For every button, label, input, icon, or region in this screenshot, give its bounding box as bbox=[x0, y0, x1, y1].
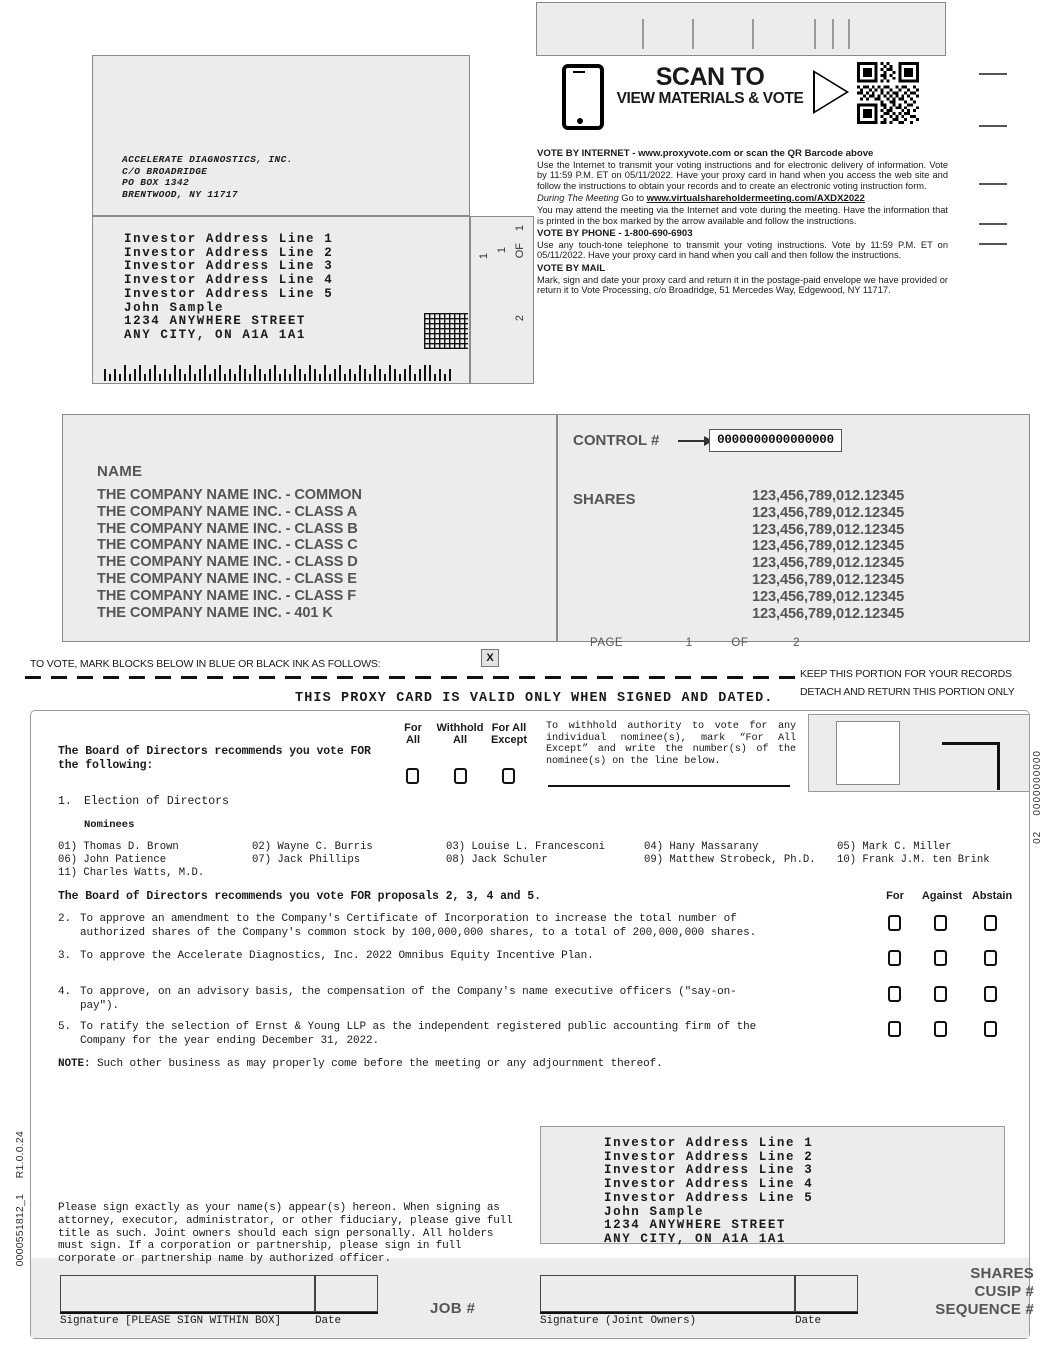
board-recommendation-2: The Board of Directors recommends you vote FOR proposals 2, 3, 4 and 5. bbox=[58, 890, 541, 903]
top-barcode-band bbox=[536, 2, 946, 56]
address-line: Investor Address Line 5 bbox=[604, 1190, 814, 1205]
of-mark-of: OF bbox=[514, 243, 526, 259]
nominee-item: 11) Charles Watts, M.D. bbox=[58, 867, 205, 880]
nominee-item: 02) Wayne C. Burris bbox=[252, 841, 373, 853]
company-name-row: THE COMPANY NAME INC. - CLASS A bbox=[97, 503, 358, 520]
page-of-word: OF bbox=[731, 637, 749, 649]
arrow-to-control-icon bbox=[678, 440, 712, 442]
checkbox-for-all-except[interactable] bbox=[502, 768, 515, 784]
vote-mail-body: Mark, sign and date your proxy card and return it in the postage-paid envelope we have provided or return it to Vote Processing, c/o Broadridge, 51 Mercedes Way, Edgewood, NY 11717. bbox=[537, 274, 948, 296]
address-line: 1234 ANYWHERE STREET bbox=[124, 314, 307, 329]
proxy-validity-statement: THIS PROXY CARD IS VALID ONLY WHEN SIGNED AND DATED. bbox=[295, 691, 774, 706]
intelligent-mail-barcode bbox=[104, 365, 454, 381]
corner-registration-mark bbox=[942, 742, 1000, 790]
address-line: Investor Address Line 2 bbox=[604, 1149, 814, 1164]
for-all-except-line1: For All bbox=[491, 722, 527, 734]
proposal-5 bbox=[58, 1021, 760, 1048]
page-number: 1 bbox=[685, 637, 693, 649]
nominees-label: Nominees bbox=[84, 819, 135, 831]
item-1-number: 1. bbox=[58, 795, 72, 808]
address-line: Investor Address Line 2 bbox=[124, 245, 334, 260]
vote-phone-heading: VOTE BY PHONE - 1-800-690-6903 bbox=[537, 228, 693, 240]
proposal-4 bbox=[58, 986, 760, 1013]
footer-sequence-label: SEQUENCE # bbox=[935, 1301, 1034, 1318]
item-1-title: Election of Directors bbox=[84, 795, 229, 808]
checkbox-proposal-4-abstain[interactable] bbox=[984, 986, 997, 1002]
keep-portion-note: KEEP THIS PORTION FOR YOUR RECORDS bbox=[800, 668, 1012, 680]
proposal-2-text: To approve an amendment to the Company's Certificate of Incorporation to increase the total number of authorized shares of the Company's common stock by 100,000,000 shares, to a total of 200,000,000 shares. bbox=[80, 913, 757, 939]
checkbox-proposal-4-for[interactable] bbox=[888, 986, 901, 1002]
checkbox-proposal-2-abstain[interactable] bbox=[984, 915, 997, 931]
shares-row: 123,456,789,012.12345 bbox=[752, 588, 905, 605]
of-mark-left: 1 bbox=[478, 253, 490, 260]
return-address-line: PO BOX 1342 bbox=[122, 177, 190, 188]
ballot-investor-address bbox=[604, 1137, 813, 1247]
ballot-right-code-top: 02 bbox=[1032, 830, 1043, 844]
proposal-3-text: To approve the Accelerate Diagnostics, Inc. 2022 Omnibus Equity Incentive Plan. bbox=[80, 950, 594, 962]
shares-label: SHARES bbox=[573, 491, 636, 508]
shares-row: 123,456,789,012.12345 bbox=[752, 605, 905, 622]
proposal-4-text: To approve, on an advisory basis, the compensation of the Company's name executive officers ("say-on-pay"). bbox=[80, 986, 737, 1012]
perforation-line bbox=[25, 676, 795, 679]
note-label: NOTE: bbox=[58, 1058, 91, 1070]
address-line: 1234 ANYWHERE STREET bbox=[604, 1218, 787, 1233]
investor-mailing-address bbox=[124, 233, 333, 343]
date-box-1[interactable] bbox=[315, 1275, 378, 1312]
ballot-left-code bbox=[14, 1131, 26, 1266]
for-all-line2: All bbox=[405, 734, 421, 746]
company-name-list bbox=[97, 487, 362, 621]
return-address-line: ACCELERATE DIAGNOSTICS, INC. bbox=[122, 154, 293, 165]
proposal-2 bbox=[58, 913, 760, 940]
address-line: Investor Address Line 4 bbox=[124, 273, 334, 288]
date-label-1: Date bbox=[315, 1315, 342, 1327]
job-number-label: JOB # bbox=[430, 1300, 476, 1317]
scan-to-line1: SCAN TO bbox=[655, 63, 765, 91]
return-address-line: C/O BROADRIDGE bbox=[122, 165, 208, 177]
nominee-exception-input-line[interactable] bbox=[548, 785, 790, 787]
ballot-right-code bbox=[1032, 750, 1043, 844]
page-indicator bbox=[590, 637, 800, 649]
of-mark-top: 1 bbox=[514, 225, 526, 232]
signature-label-1: Signature [PLEASE SIGN WITHIN BOX] bbox=[60, 1315, 282, 1327]
mobile-phone-icon bbox=[562, 64, 604, 130]
address-line: ANY CITY, ON A1A 1A1 bbox=[604, 1231, 787, 1246]
column-header-withhold-all bbox=[432, 722, 488, 746]
page-word: PAGE bbox=[590, 637, 624, 649]
for-all-line1: For bbox=[404, 722, 422, 734]
virtual-meeting-url[interactable]: www.virtualshareholdermeeting.com/AXDX2022 bbox=[646, 193, 865, 205]
of-mark-total: 2 bbox=[514, 315, 526, 322]
goto-label: Go to bbox=[621, 193, 644, 204]
vote-phone-body: Use any touch-tone telephone to transmit your voting instructions. Vote by 11:59 P.M. ET on 05/11/2022. Have your proxy card in hand when you call and then follow the instructions. bbox=[537, 239, 948, 261]
footer-codes bbox=[862, 1265, 1034, 1319]
signature-underline-1 bbox=[60, 1312, 378, 1314]
company-name-row: THE COMPANY NAME INC. - COMMON bbox=[97, 487, 362, 503]
address-line: Investor Address Line 5 bbox=[124, 286, 334, 301]
address-line: Investor Address Line 3 bbox=[124, 259, 334, 274]
shares-row: 123,456,789,012.12345 bbox=[752, 538, 905, 555]
qr-code-icon[interactable] bbox=[857, 62, 919, 124]
of-mark-mid: 1 bbox=[496, 247, 508, 254]
mark-blocks-note: TO VOTE, MARK BLOCKS BELOW IN BLUE OR BLACK INK AS FOLLOWS: bbox=[30, 658, 381, 670]
note-text: Such other business as may properly come before the meeting or any adjournment thereof. bbox=[97, 1058, 663, 1070]
proposal-5-number: 5. bbox=[58, 1021, 72, 1033]
item-1 bbox=[58, 795, 229, 808]
checkbox-proposal-5-for[interactable] bbox=[888, 1021, 901, 1037]
column-header-for-all-except bbox=[484, 722, 534, 746]
shares-row: 123,456,789,012.12345 bbox=[752, 571, 905, 588]
checkbox-for-all[interactable] bbox=[406, 768, 419, 784]
checkbox-proposal-5-abstain[interactable] bbox=[984, 1021, 997, 1037]
proposal-3 bbox=[58, 950, 760, 964]
proposal-5-text: To ratify the selection of Ernst & Young LLP as the independent registered public accounting firm of the Company for the year ending December 31, 2022. bbox=[80, 1021, 757, 1047]
footer-cusip-label: CUSIP # bbox=[974, 1283, 1034, 1300]
address-line: ANY CITY, ON A1A 1A1 bbox=[124, 327, 307, 342]
date-box-2[interactable] bbox=[795, 1275, 858, 1312]
nominee-item: 06) John Patience bbox=[58, 854, 167, 867]
nominee-item: 04) Hany Massarany bbox=[644, 841, 759, 853]
x-mark-sample-icon: X bbox=[481, 649, 499, 667]
signature-box-1[interactable] bbox=[60, 1275, 315, 1312]
address-line: John Sample bbox=[124, 300, 225, 315]
control-number-value: 0000000000000000 bbox=[709, 429, 842, 452]
checkbox-proposal-3-against[interactable] bbox=[934, 950, 947, 966]
ballot-left-code-1: 0000551812_1 bbox=[14, 1193, 26, 1267]
grid-icon bbox=[424, 313, 468, 349]
control-number-stub-box bbox=[836, 721, 900, 785]
signature-label-2: Signature (Joint Owners) bbox=[540, 1315, 697, 1327]
company-name-row: THE COMPANY NAME INC. - 401 K bbox=[97, 604, 333, 621]
nominee-item: 05) Mark C. Miller bbox=[837, 841, 952, 853]
nominee-grid bbox=[58, 841, 1038, 881]
signature-box-2[interactable] bbox=[540, 1275, 795, 1312]
withhold-all-line1: Withhold bbox=[436, 722, 484, 734]
board-recommendation-1: The Board of Directors recommends you vote FOR the following: bbox=[58, 745, 371, 772]
detach-portion-note: DETACH AND RETURN THIS PORTION ONLY bbox=[800, 686, 1015, 698]
address-line: Investor Address Line 1 bbox=[124, 232, 334, 246]
nominee-item: 07) Jack Phillips bbox=[252, 854, 361, 867]
nominee-item: 01) Thomas D. Brown bbox=[58, 841, 179, 853]
ballot-right-code-bottom: 0000000000 bbox=[1032, 750, 1043, 816]
control-number-label: CONTROL # bbox=[573, 432, 660, 449]
name-label: NAME bbox=[97, 463, 143, 480]
column-header-for-all bbox=[392, 722, 434, 746]
signature-instructions: Please sign exactly as your name(s) appear(s) hereon. When signing as attorney, executor, administrator, or other fiduciary, please give full title as such. Joint owners should each sign personally. All holders must sign. If a corporation or partnership, please sign in full corporate or partnership name by authorized officer. bbox=[58, 1202, 513, 1266]
scan-to-text bbox=[615, 64, 805, 107]
vote-mail-heading: VOTE BY MAIL bbox=[537, 262, 606, 274]
signature-underline-2 bbox=[540, 1312, 858, 1314]
return-address bbox=[122, 154, 293, 200]
address-line: Investor Address Line 4 bbox=[604, 1177, 814, 1192]
nominee-item: 08) Jack Schuler bbox=[446, 854, 548, 867]
right-registration-marks bbox=[957, 55, 1055, 305]
address-line: Investor Address Line 1 bbox=[604, 1136, 814, 1150]
return-address-line: BRENTWOOD, NY 11717 bbox=[122, 188, 238, 200]
checkbox-proposal-3-for[interactable] bbox=[888, 950, 901, 966]
withhold-all-line2: All bbox=[452, 734, 468, 746]
scan-to-vote-banner bbox=[537, 62, 947, 124]
for-all-except-line2: Except bbox=[490, 734, 528, 746]
checkbox-proposal-2-against[interactable] bbox=[934, 915, 947, 931]
nominee-item: 10) Frank J.M. ten Brink bbox=[837, 854, 990, 867]
vote-internet-body: Use the Internet to transmit your voting instructions and for electronic delivery of information. Vote by 11:59 P.M. ET on 05/11/2022. Have your proxy card in hand when you access the web site and follow the instructions to obtain your records and to create an electronic voting instruction form. bbox=[537, 159, 948, 191]
column-header-abstain: Abstain bbox=[971, 890, 1013, 902]
checkbox-proposal-5-against[interactable] bbox=[934, 1021, 947, 1037]
nominee-item: 09) Matthew Strobeck, Ph.D. bbox=[644, 854, 816, 867]
checkbox-proposal-4-against[interactable] bbox=[934, 986, 947, 1002]
qr-code-svg bbox=[857, 62, 919, 124]
footer-shares-label: SHARES bbox=[970, 1265, 1034, 1282]
shares-row: 123,456,789,012.12345 bbox=[752, 521, 905, 538]
page-of-markers bbox=[478, 225, 530, 355]
company-name-row: THE COMPANY NAME INC. - CLASS C bbox=[97, 537, 358, 554]
ballot-left-code-2: R1.0.0.24 bbox=[14, 1131, 26, 1179]
proposal-4-number: 4. bbox=[58, 986, 72, 998]
company-name-row: THE COMPANY NAME INC. - CLASS E bbox=[97, 570, 357, 587]
shares-list bbox=[752, 488, 904, 622]
nominee-item: 03) Louise L. Francesconi bbox=[446, 841, 605, 853]
checkbox-proposal-2-for[interactable] bbox=[888, 915, 901, 931]
proposal-2-number: 2. bbox=[58, 913, 72, 925]
arrow-right-icon bbox=[813, 70, 849, 114]
company-name-row: THE COMPANY NAME INC. - CLASS F bbox=[97, 587, 357, 604]
page-total: 2 bbox=[793, 637, 801, 649]
checkbox-withhold-all[interactable] bbox=[454, 768, 467, 784]
address-line: Investor Address Line 3 bbox=[604, 1163, 814, 1178]
vote-internet-heading: VOTE BY INTERNET - www.proxyvote.com or scan the QR Barcode above bbox=[537, 148, 874, 159]
date-label-2: Date bbox=[795, 1315, 822, 1327]
shares-row: 123,456,789,012.12345 bbox=[752, 555, 905, 572]
scan-to-line2: VIEW MATERIALS & VOTE bbox=[616, 90, 804, 107]
address-line: John Sample bbox=[604, 1204, 705, 1219]
company-name-row: THE COMPANY NAME INC. - CLASS D bbox=[97, 554, 358, 571]
during-meeting-label: During The Meeting bbox=[537, 193, 619, 204]
during-meeting-body: You may attend the meeting via the Internet and vote during the meeting. Have the information that is printed in the box marked by the arrow available and follow the instructions. bbox=[537, 204, 948, 226]
proposal-3-number: 3. bbox=[58, 950, 72, 962]
voting-instructions bbox=[537, 148, 948, 296]
withhold-authority-instructions: To withhold authority to vote for any individual nominee(s), mark “For All Except” and write the number(s) of the nominee(s) on the line below. bbox=[546, 721, 796, 767]
checkbox-proposal-3-abstain[interactable] bbox=[984, 950, 997, 966]
column-header-against: Against bbox=[921, 890, 963, 902]
ballot-note bbox=[58, 1058, 663, 1070]
company-name-row: THE COMPANY NAME INC. - CLASS B bbox=[97, 520, 358, 537]
postal-grid-mark bbox=[424, 313, 468, 349]
column-header-for: For bbox=[886, 890, 904, 902]
shares-row: 123,456,789,012.12345 bbox=[752, 504, 905, 521]
shares-row: 123,456,789,012.12345 bbox=[752, 488, 905, 504]
